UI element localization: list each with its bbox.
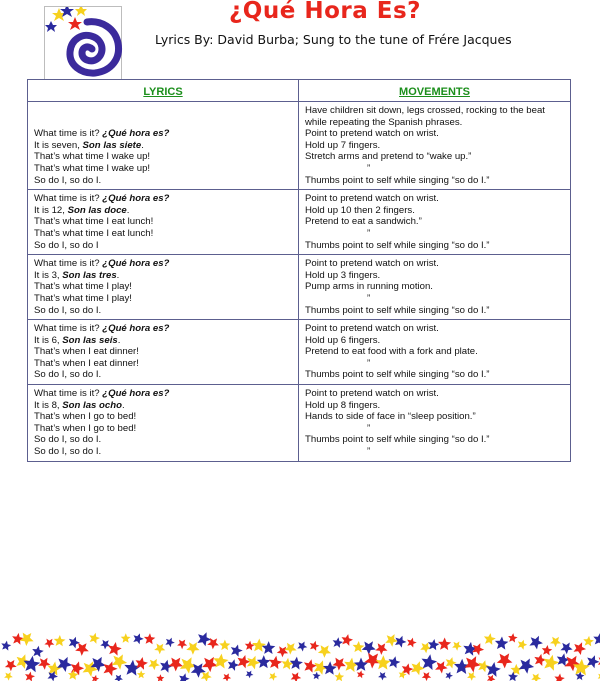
lyric-text: So do I, so do I. xyxy=(34,434,102,446)
lyric-line xyxy=(34,335,292,347)
star-icon xyxy=(318,645,331,658)
star-icon xyxy=(385,634,398,647)
star-icon xyxy=(177,640,187,650)
lyric-line xyxy=(34,400,292,412)
lyric-punctuation: . xyxy=(116,269,120,281)
star-icon xyxy=(32,646,44,658)
table-row xyxy=(28,320,571,385)
star-icon xyxy=(508,672,518,681)
star-icon xyxy=(529,636,543,650)
star-icon xyxy=(219,640,230,651)
star-icon xyxy=(54,635,66,646)
star-icon xyxy=(231,645,243,657)
lyrics-table xyxy=(27,79,571,462)
lyrics-cell xyxy=(28,320,299,385)
spanish-phrase: Son las doce xyxy=(67,204,127,216)
star-icon xyxy=(291,672,302,681)
star-icon xyxy=(108,642,122,656)
movement-line: Stretch arms and pretend to “wake up.” xyxy=(305,151,472,163)
lyric-text: That’s what time I play! xyxy=(34,281,132,293)
lyric-line xyxy=(34,240,292,252)
lyric-text: It is 12, xyxy=(34,204,68,216)
lyric-line xyxy=(34,216,292,228)
star-icon xyxy=(24,656,41,673)
star-icon xyxy=(446,672,454,680)
movement-line: Thumbs point to self while singing “so do I.” xyxy=(305,434,490,446)
spanish-phrase: ¿Qué hora es? xyxy=(102,193,170,205)
star-icon xyxy=(44,639,54,649)
spanish-phrase: Son las ocho xyxy=(62,399,122,411)
lyric-text: That’s what time I wake up! xyxy=(34,151,151,163)
lyric-line xyxy=(34,175,292,187)
lyric-line xyxy=(34,388,292,400)
logo xyxy=(44,6,122,80)
star-icon xyxy=(446,657,457,668)
movements-header: MOVEMENTS xyxy=(299,80,571,102)
movement-line: Point to pretend watch on wrist. xyxy=(305,193,439,205)
star-icon xyxy=(422,672,431,681)
star-icon xyxy=(487,675,496,681)
star-icon xyxy=(20,633,34,646)
lyric-text: That’s what time I eat lunch! xyxy=(34,227,154,239)
movement-line: Point to pretend watch on wrist. xyxy=(305,258,439,270)
lyric-punctuation: . xyxy=(141,139,144,151)
lyric-text: What time is it? xyxy=(34,258,103,270)
lyric-text: That’s when I go to bed! xyxy=(34,422,137,434)
star-icon xyxy=(310,641,320,651)
star-icon xyxy=(246,671,254,679)
lyric-line xyxy=(34,163,292,175)
movement-line: ” xyxy=(367,162,371,174)
lyric-text: It is 6, xyxy=(34,334,63,346)
star-icon xyxy=(464,656,480,672)
lyric-line xyxy=(34,446,292,458)
movement-line: ” xyxy=(367,357,371,369)
star-icon xyxy=(186,642,199,655)
movement-line: Point to pretend watch on wrist. xyxy=(305,128,439,140)
movement-line: Hold up 6 fingers. xyxy=(305,334,381,346)
lyric-text: What time is it? xyxy=(34,128,103,140)
star-icon xyxy=(57,657,72,672)
lyric-line xyxy=(34,369,292,381)
star-icon xyxy=(1,641,11,651)
movement-line: Have children sit down, legs crossed, rocking to the beat while repeating the Spanish phrases. xyxy=(305,105,545,128)
star-icon xyxy=(583,636,594,647)
star-icon xyxy=(362,641,376,655)
lyric-punctuation: . xyxy=(126,204,130,216)
spanish-phrase: ¿Qué hora es? xyxy=(102,128,170,140)
movements-cell xyxy=(299,385,571,462)
spanish-phrase: ¿Qué hora es? xyxy=(102,258,170,270)
lyric-punctuation: . xyxy=(121,399,125,411)
lyric-line xyxy=(34,151,292,163)
star-icon xyxy=(100,640,110,650)
lyric-text: What time is it? xyxy=(34,193,103,205)
star-icon xyxy=(297,642,307,652)
star-icon xyxy=(4,672,13,681)
lyric-line xyxy=(34,193,292,205)
lyric-text: So do I, so do I xyxy=(34,239,99,251)
table-header-row xyxy=(28,80,571,102)
movement-line: Hold up 7 fingers. xyxy=(305,139,381,151)
lyric-line xyxy=(34,281,292,293)
page-subtitle: Lyrics By: David Burba; Sung to the tune of Frére Jacques xyxy=(155,32,512,47)
star-icon xyxy=(38,658,50,670)
lyric-text: That’s what time I eat lunch! xyxy=(34,216,154,228)
star-icon xyxy=(534,654,546,666)
star-icon xyxy=(486,662,501,677)
star-icon xyxy=(550,637,561,648)
lyric-line xyxy=(34,358,292,370)
movement-line: ” xyxy=(367,446,371,458)
lyric-line xyxy=(34,140,292,152)
movement-line: Hold up 10 then 2 fingers. xyxy=(305,204,415,216)
lyric-text: That’s when I eat dinner! xyxy=(34,346,139,358)
star-icon xyxy=(574,642,587,655)
lyric-text: What time is it? xyxy=(34,388,103,400)
lyrics-cell xyxy=(28,385,299,462)
star-icon xyxy=(89,633,100,644)
star-icon xyxy=(5,660,17,671)
spanish-phrase: Son las seis xyxy=(62,334,118,346)
star-icon xyxy=(223,673,231,681)
movement-line: ” xyxy=(367,422,371,434)
star-icon xyxy=(238,655,251,668)
star-icon xyxy=(269,656,282,669)
movements-cell xyxy=(299,102,571,190)
star-icon xyxy=(277,646,288,657)
table-row xyxy=(28,255,571,320)
lyric-line xyxy=(34,411,292,423)
star-icon xyxy=(257,655,271,668)
star-icon xyxy=(115,675,123,681)
star-icon xyxy=(353,641,365,653)
lyric-line xyxy=(34,128,292,140)
movement-line: ” xyxy=(367,292,371,304)
lyric-text: So do I, so do I. xyxy=(34,369,102,381)
star-icon xyxy=(542,645,553,655)
star-icon xyxy=(75,643,89,656)
movements-cell xyxy=(299,190,571,255)
lyrics-cell xyxy=(28,102,299,190)
star-icon xyxy=(92,675,99,681)
star-icon xyxy=(560,643,572,655)
star-border-icon xyxy=(0,612,600,681)
movement-line: Thumbs point to self while singing “so do I.” xyxy=(305,369,490,381)
star-icon xyxy=(497,653,513,668)
movement-line: Pretend to eat a sandwich.” xyxy=(305,216,422,228)
star-icon xyxy=(154,644,165,655)
lyric-line xyxy=(34,346,292,358)
lyric-text: That’s when I eat dinner! xyxy=(34,357,139,369)
star-icon xyxy=(395,636,407,648)
star-icon xyxy=(169,658,184,672)
lyric-line xyxy=(34,205,292,217)
star-icon xyxy=(435,661,448,673)
lyric-line xyxy=(34,423,292,435)
star-border xyxy=(0,612,600,681)
star-icon xyxy=(165,638,174,648)
movement-line: ” xyxy=(367,227,371,239)
lyrics-cell xyxy=(28,255,299,320)
lyrics-cell xyxy=(28,190,299,255)
star-icon xyxy=(428,639,439,650)
star-icon xyxy=(531,673,541,681)
star-icon xyxy=(378,672,387,680)
lyric-text: So do I, so do I. xyxy=(34,446,102,458)
lyric-text: That’s what time I wake up! xyxy=(34,162,151,174)
star-icon xyxy=(282,658,294,670)
spanish-phrase: ¿Qué hora es? xyxy=(102,323,170,335)
movement-line: Thumbs point to self while singing “so do I.” xyxy=(305,239,490,251)
star-icon xyxy=(422,654,438,670)
lyric-text: So do I, so do I. xyxy=(34,174,102,186)
star-icon xyxy=(269,672,277,680)
star-icon xyxy=(519,659,534,674)
star-icon xyxy=(508,633,517,642)
star-icon xyxy=(357,670,365,678)
star-icon xyxy=(137,670,145,678)
star-icon xyxy=(593,633,600,646)
star-icon xyxy=(511,664,523,675)
lyric-text: That’s when I go to bed! xyxy=(34,411,137,423)
movement-line: Hold up 8 fingers. xyxy=(305,399,381,411)
lyric-line xyxy=(34,228,292,240)
movement-line: Thumbs point to self while singing “so do I.” xyxy=(305,174,490,186)
lyric-text: What time is it? xyxy=(34,323,103,335)
lyric-line xyxy=(34,323,292,335)
lyric-text: It is 3, xyxy=(34,269,63,281)
lyric-text: So do I, so do I. xyxy=(34,304,102,316)
star-icon xyxy=(133,633,143,644)
movement-line: Point to pretend watch on wrist. xyxy=(305,323,439,335)
movements-cell xyxy=(299,320,571,385)
star-icon xyxy=(121,633,131,643)
table-row xyxy=(28,102,571,190)
star-icon xyxy=(467,672,476,681)
star-icon xyxy=(354,658,368,671)
star-icon xyxy=(407,638,417,648)
lyrics-header: LYRICS xyxy=(28,80,299,102)
star-icon xyxy=(201,671,212,681)
spanish-phrase: Son las siete xyxy=(82,139,142,151)
star-icon xyxy=(156,674,164,681)
star-icon xyxy=(554,674,564,682)
star-icon xyxy=(333,637,344,648)
star-icon xyxy=(25,672,35,682)
lyric-text: It is seven, xyxy=(34,139,83,151)
star-icon xyxy=(313,672,321,680)
star-icon xyxy=(438,638,451,651)
star-icon xyxy=(262,641,276,654)
lyric-line xyxy=(34,305,292,317)
star-icon xyxy=(375,643,387,655)
spanish-phrase: ¿Qué hora es? xyxy=(102,388,170,400)
movement-line: Point to pretend watch on wrist. xyxy=(305,388,439,400)
lyric-text: It is 8, xyxy=(34,399,63,411)
star-icon xyxy=(342,634,354,646)
movement-line: Thumbs point to self while singing “so do I.” xyxy=(305,304,490,316)
movement-line: Pump arms in running motion. xyxy=(305,281,433,293)
movements-cell xyxy=(299,255,571,320)
star-icon xyxy=(144,633,155,644)
star-icon xyxy=(247,656,260,670)
lyric-line xyxy=(34,434,292,446)
star-icon xyxy=(245,641,255,651)
table-row xyxy=(28,190,571,255)
page-title: ¿Qué Hora Es? xyxy=(228,0,422,24)
movement-line: Hold up 3 fingers. xyxy=(305,269,381,281)
star-icon xyxy=(544,655,560,671)
star-icon xyxy=(69,637,80,649)
table-row xyxy=(28,385,571,462)
star-icon xyxy=(179,673,190,681)
star-icon xyxy=(213,654,228,669)
spanish-phrase: Son las tres xyxy=(62,269,117,281)
star-icon xyxy=(452,641,462,650)
lyric-punctuation: . xyxy=(117,334,121,346)
lyric-line xyxy=(34,293,292,305)
movement-line: Pretend to eat food with a fork and plate. xyxy=(305,346,478,358)
lyric-line xyxy=(34,270,292,282)
star-icon xyxy=(518,640,528,650)
movement-line: Hands to side of face in “sleep position.” xyxy=(305,411,476,423)
star-icon xyxy=(344,658,359,673)
star-icon xyxy=(389,656,401,668)
star-icon xyxy=(228,659,239,671)
star-icon xyxy=(411,661,425,675)
lyric-text: That’s what time I play! xyxy=(34,292,132,304)
star-icon xyxy=(148,659,159,670)
star-icon xyxy=(484,633,496,645)
lyric-line xyxy=(34,258,292,270)
star-icon xyxy=(335,672,345,681)
star-icon xyxy=(495,637,509,650)
